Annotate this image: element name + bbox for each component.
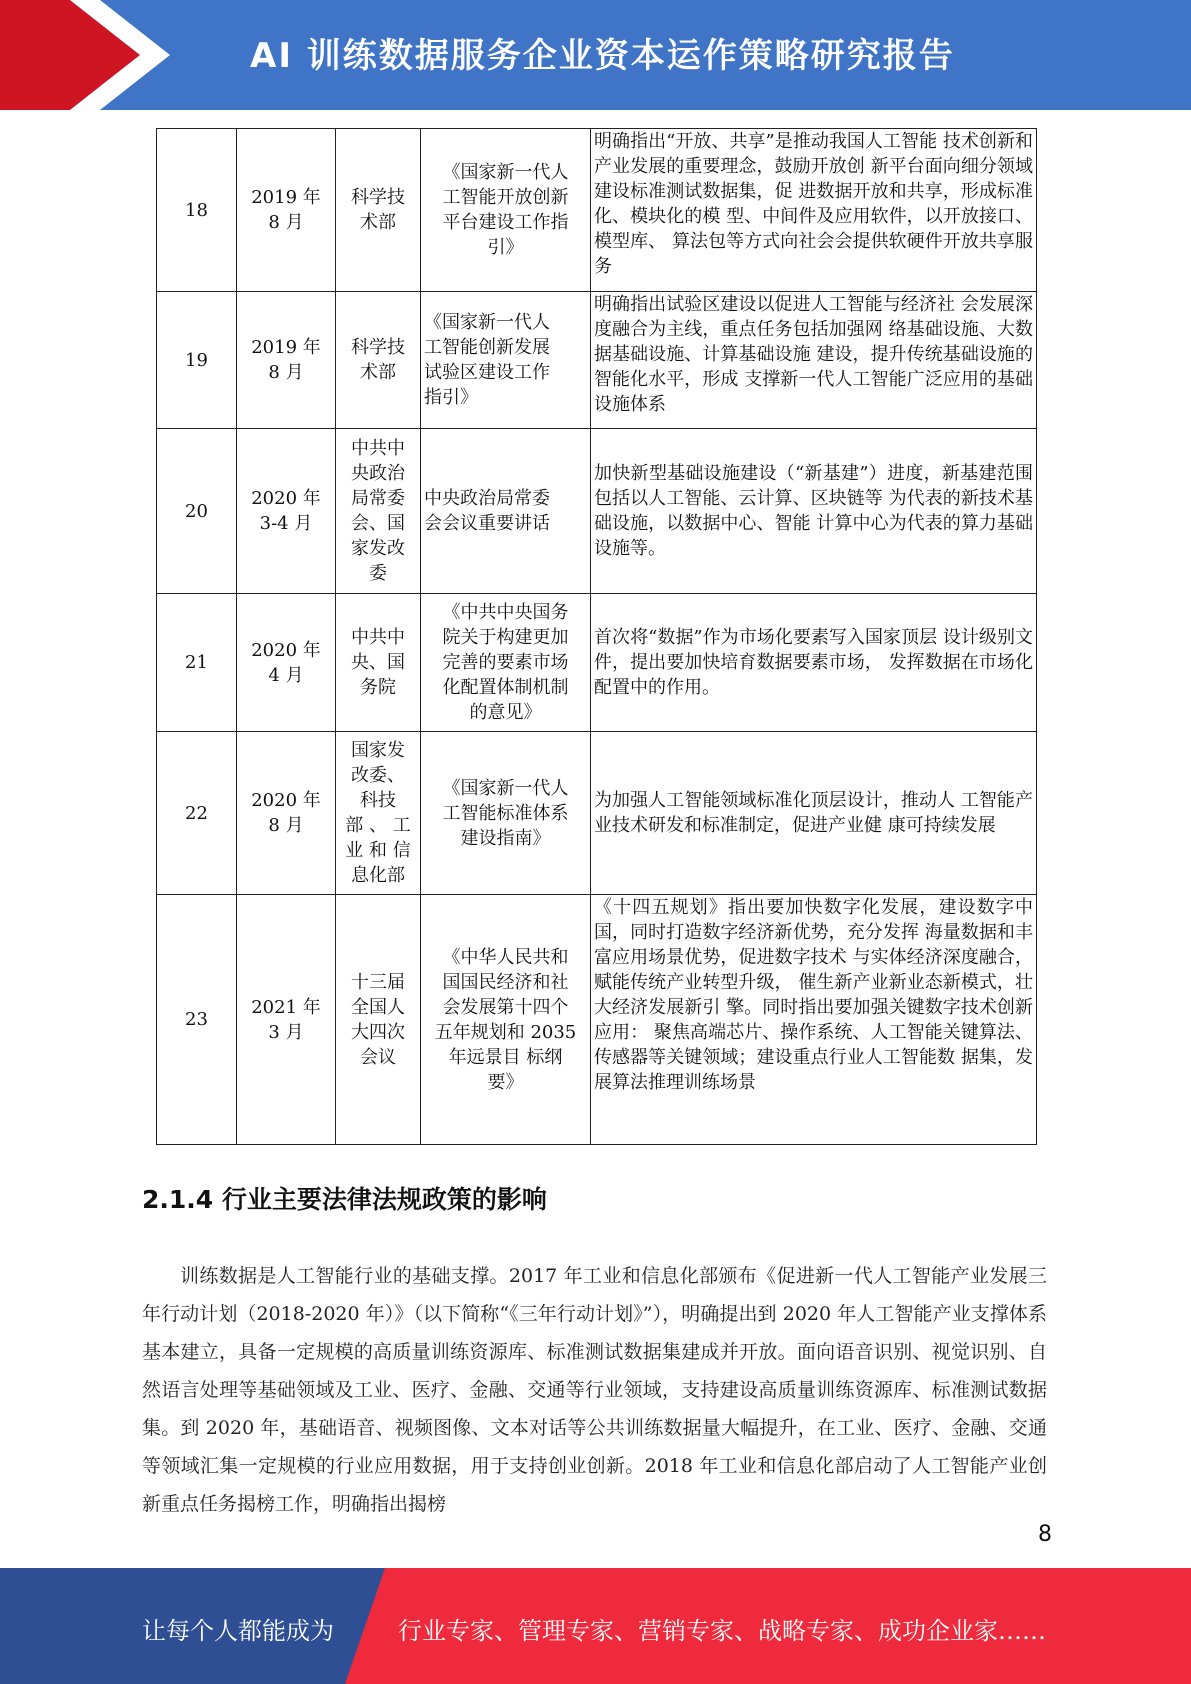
section-heading: 2.1.4 行业主要法律法规政策的影响 [142, 1185, 547, 1214]
header-red-arrow [0, 0, 170, 110]
row-content: 《十四五规划》指出要加快数字化发展，建设数字中国，同时打造数字经济新优势，充分发挥 海量数据和丰富应用场景优势，促进数字技术 与实体经济深度融合，赋能传统产业转型升级， 催生新产业新业态新模式，壮大经济发展新引 擎。同时指出要加强关键数字技术创新应用： 聚焦高端芯片、操作系统、人工智能关键算法、 传感器等关键领域；建设重点行业人工智能数 据集，发展算法推理训练场景 [591, 895, 1037, 1145]
row-content: 明确指出试验区建设以促进人工智能与经济社 会发展深度融合为主线，重点任务包括加强网 络基础设施、大数据基础设施、计算基础设施 建设，提升传统基础设施的智能化水平，形成 支撑新一代人工智能广泛应用的基础设施体系 [591, 292, 1037, 429]
row-number: 21 [157, 594, 237, 732]
table-row [157, 292, 1037, 429]
row-document: 《国家新一代人 工智能标准体系 建设指南》 [421, 732, 591, 895]
body-paragraph: 训练数据是人工智能行业的基础支撑。2017 年工业和信息化部颁布《促进新一代人工智能产业发展三年行动计划（2018-2020 年）》（以下简称“《三年行动计划》”），明确提出到 2020 年人工智能产业支撑体系基本建立，具备一定规模的高质量训练资源库、标准测试数据集建成并开放。面向语音识别、视觉识别、自然语言处理等基础领域及工业、医疗、金融、交通等行业领域，支持建设高质量训练资源库、标准测试数据集。到 2020 年，基础语音、视频图像、文本对话等公共训练数据量大幅提升，在工业、医疗、金融、交通等领域汇集一定规模的行业应用数据，用于支持创业创新。2018 年工业和信息化部启动了人工智能产业创新重点任务揭榜工作，明确指出揭榜 [142, 1265, 1047, 1515]
table-row [157, 594, 1037, 732]
page-number: 8 [1038, 1522, 1052, 1547]
row-number: 19 [157, 292, 237, 429]
row-number: 22 [157, 732, 237, 895]
row-date: 2019 年 8 月 [237, 292, 336, 429]
row-document: 《国家新一代人 工智能创新发展 试验区建设工作 指引》 [421, 292, 591, 429]
row-department: 科学技 术部 [336, 129, 421, 292]
row-document: 中央政治局常委 会会议重要讲话 [421, 429, 591, 594]
row-number: 23 [157, 895, 237, 1145]
table-row [157, 895, 1037, 1145]
footer-slogan-right: 行业专家、管理专家、营销专家、战略专家、成功企业家…… [398, 1617, 1046, 1645]
row-department: 十三届 全国人 大四次 会议 [336, 895, 421, 1145]
row-department: 科学技 术部 [336, 292, 421, 429]
row-date: 2019 年 8 月 [237, 129, 336, 292]
row-department: 中共中 央政治 局常委 会、国 家发改 委 [336, 429, 421, 594]
row-content: 加快新型基础设施建设（“新基建”）进度，新基建范围包括以人工智能、云计算、区块链等 为代表的新技术基础设施，以数据中心、智能 计算中心为代表的算力基础设施等。 [591, 429, 1037, 594]
row-document: 《国家新一代人 工智能开放创新 平台建设工作指 引》 [421, 129, 591, 292]
row-content: 首次将“数据”作为市场化要素写入国家顶层 设计级别文件，提出要加快培育数据要素市场， 发挥数据在市场化配置中的作用。 [591, 594, 1037, 732]
table-row [157, 732, 1037, 895]
row-department: 国家发 改委、 科技 部 、 工 业 和 信 息化部 [336, 732, 421, 895]
row-number: 18 [157, 129, 237, 292]
table-row [157, 129, 1037, 292]
footer-slogan-left: 让每个人都能成为 [142, 1617, 334, 1645]
page-header [0, 0, 1191, 110]
report-title: AI 训练数据服务企业资本运作策略研究报告 [250, 36, 955, 76]
row-date: 2020 年 4 月 [237, 594, 336, 732]
row-department: 中共中 央、国 务院 [336, 594, 421, 732]
row-document: 《中华人民共和 国国民经济和社 会发展第十四个 五年规划和 2035 年远景目 标纲 要》 [421, 895, 591, 1145]
table-row [157, 429, 1037, 594]
row-content: 为加强人工智能领域标准化顶层设计，推动人 工智能产业技术研发和标准制定，促进产业健 康可持续发展 [591, 732, 1037, 895]
row-content: 明确指出“开放、共享”是推动我国人工智能 技术创新和产业发展的重要理念，鼓励开放创 新平台面向细分领域建设标准测试数据集，促 进数据开放和共享，形成标准化、模块化的模 型、中间件及应用软件，以开放接口、模型库、 算法包等方式向社会会提供软硬件开放共享服务 [591, 129, 1037, 292]
row-date: 2020 年 3-4 月 [237, 429, 336, 594]
row-number: 20 [157, 429, 237, 594]
policy-table [156, 128, 1037, 1145]
row-date: 2020 年 8 月 [237, 732, 336, 895]
page-footer [0, 1568, 1191, 1684]
row-document: 《中共中央国务 院关于构建更加 完善的要素市场 化配置体制机制 的意见》 [421, 594, 591, 732]
row-date: 2021 年 3 月 [237, 895, 336, 1145]
